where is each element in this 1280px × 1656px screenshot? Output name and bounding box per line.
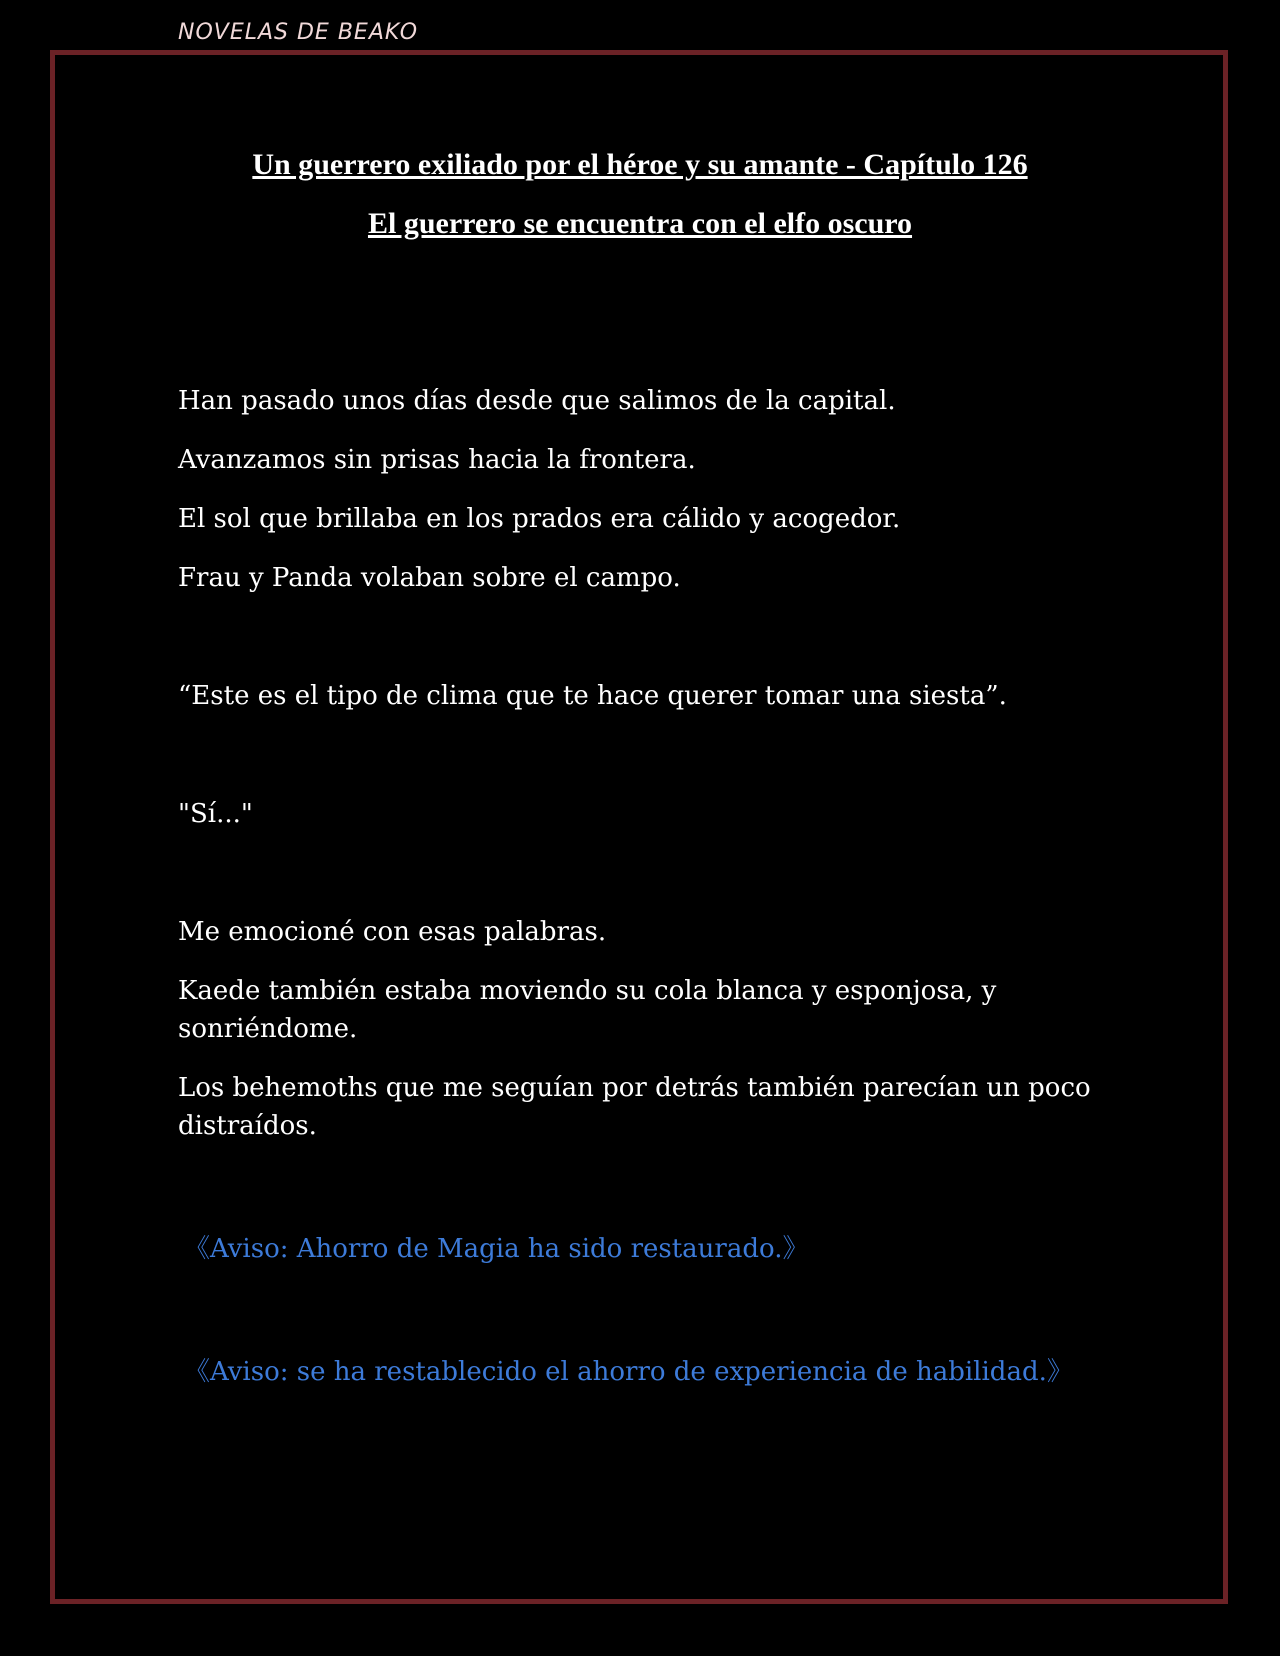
- system-notice: 《Aviso: Ahorro de Magia ha sido restaurado.》: [184, 1234, 809, 1264]
- chapter-headings: [0, 145, 1280, 263]
- paragraph: "Sí...": [178, 799, 253, 829]
- chapter-title: Un guerrero exiliado por el héroe y su amante - Capítulo 126: [252, 148, 1028, 181]
- paragraph: Han pasado unos días desde que salimos de la capital.: [178, 386, 896, 416]
- paragraph: Me emocioné con esas palabras.: [178, 917, 607, 947]
- paragraph: Avanzamos sin prisas hacia la frontera.: [178, 445, 696, 475]
- paragraph: “Este es el tipo de clima que te hace querer tomar una siesta”.: [178, 681, 1007, 711]
- system-notice: 《Aviso: se ha restablecido el ahorro de experiencia de habilidad.》: [184, 1357, 1073, 1387]
- chapter-subtitle: El guerrero se encuentra con el elfo oscuro: [367, 207, 913, 240]
- paragraph: Kaede también estaba moviendo su cola blanca y esponjosa, y sonriéndome.: [178, 976, 997, 1044]
- paragraph: Los behemoths que me seguían por detrás también parecían un poco distraídos.: [178, 1073, 1091, 1141]
- paragraph: Frau y Panda volaban sobre el campo.: [178, 563, 681, 593]
- site-brand: NOVELAS DE BEAKO: [178, 20, 419, 45]
- paragraph: El sol que brillaba en los prados era cálido y acogedor.: [178, 504, 901, 534]
